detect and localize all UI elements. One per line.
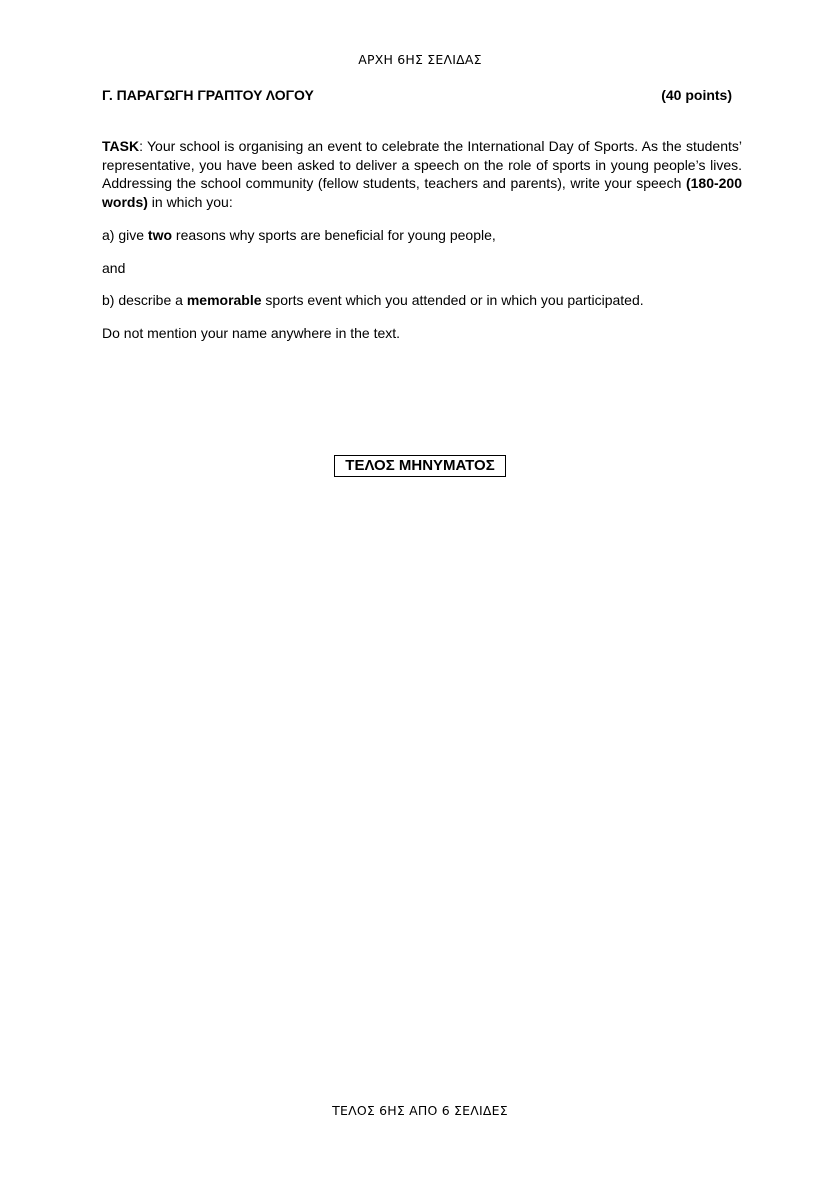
end-message-box: ΤΕΛΟΣ ΜΗΝΥΜΑΤΟΣ: [334, 455, 506, 477]
section-heading: [102, 87, 732, 103]
task-paragraph: [102, 137, 742, 211]
item-b: [102, 291, 742, 310]
task-text: : Your school is organising an event to celebrate the International Day of Sports. As the students’ representative, you have been asked to deliver a speech on the role of sports in young people’s lives. Addressing the school community (fellow students, teachers and parents), write your speech: [102, 138, 742, 191]
section-title: Γ. ΠΑΡΑΓΩΓΗ ΓΡΑΠΤΟΥ ΛΟΓΟΥ: [102, 87, 314, 103]
item-b-prefix: b) describe a: [102, 292, 187, 308]
item-a-prefix: a) give: [102, 227, 148, 243]
task-label: TASK: [102, 138, 140, 154]
item-b-bold: memorable: [186, 292, 262, 308]
page-footer: ΤΕΛΟΣ 6ΗΣ ΑΠΟ 6 ΣΕΛΙΔΕΣ: [332, 1103, 508, 1118]
task-word-count: (180-200 words): [102, 175, 742, 210]
instruction-note: Do not mention your name anywhere in the text.: [102, 325, 401, 341]
item-a: [102, 226, 742, 245]
section-points: (40 points): [661, 87, 732, 103]
page-header: ΑΡΧΗ 6ΗΣ ΣΕΛΙΔΑΣ: [358, 52, 482, 67]
item-b-rest: sports event which you attended or in which you participated.: [261, 292, 644, 308]
task-text-end: in which you:: [147, 193, 233, 210]
and-text: and: [102, 260, 126, 276]
item-a-rest: reasons why sports are beneficial for young people,: [172, 227, 496, 243]
item-a-bold: two: [147, 227, 173, 243]
